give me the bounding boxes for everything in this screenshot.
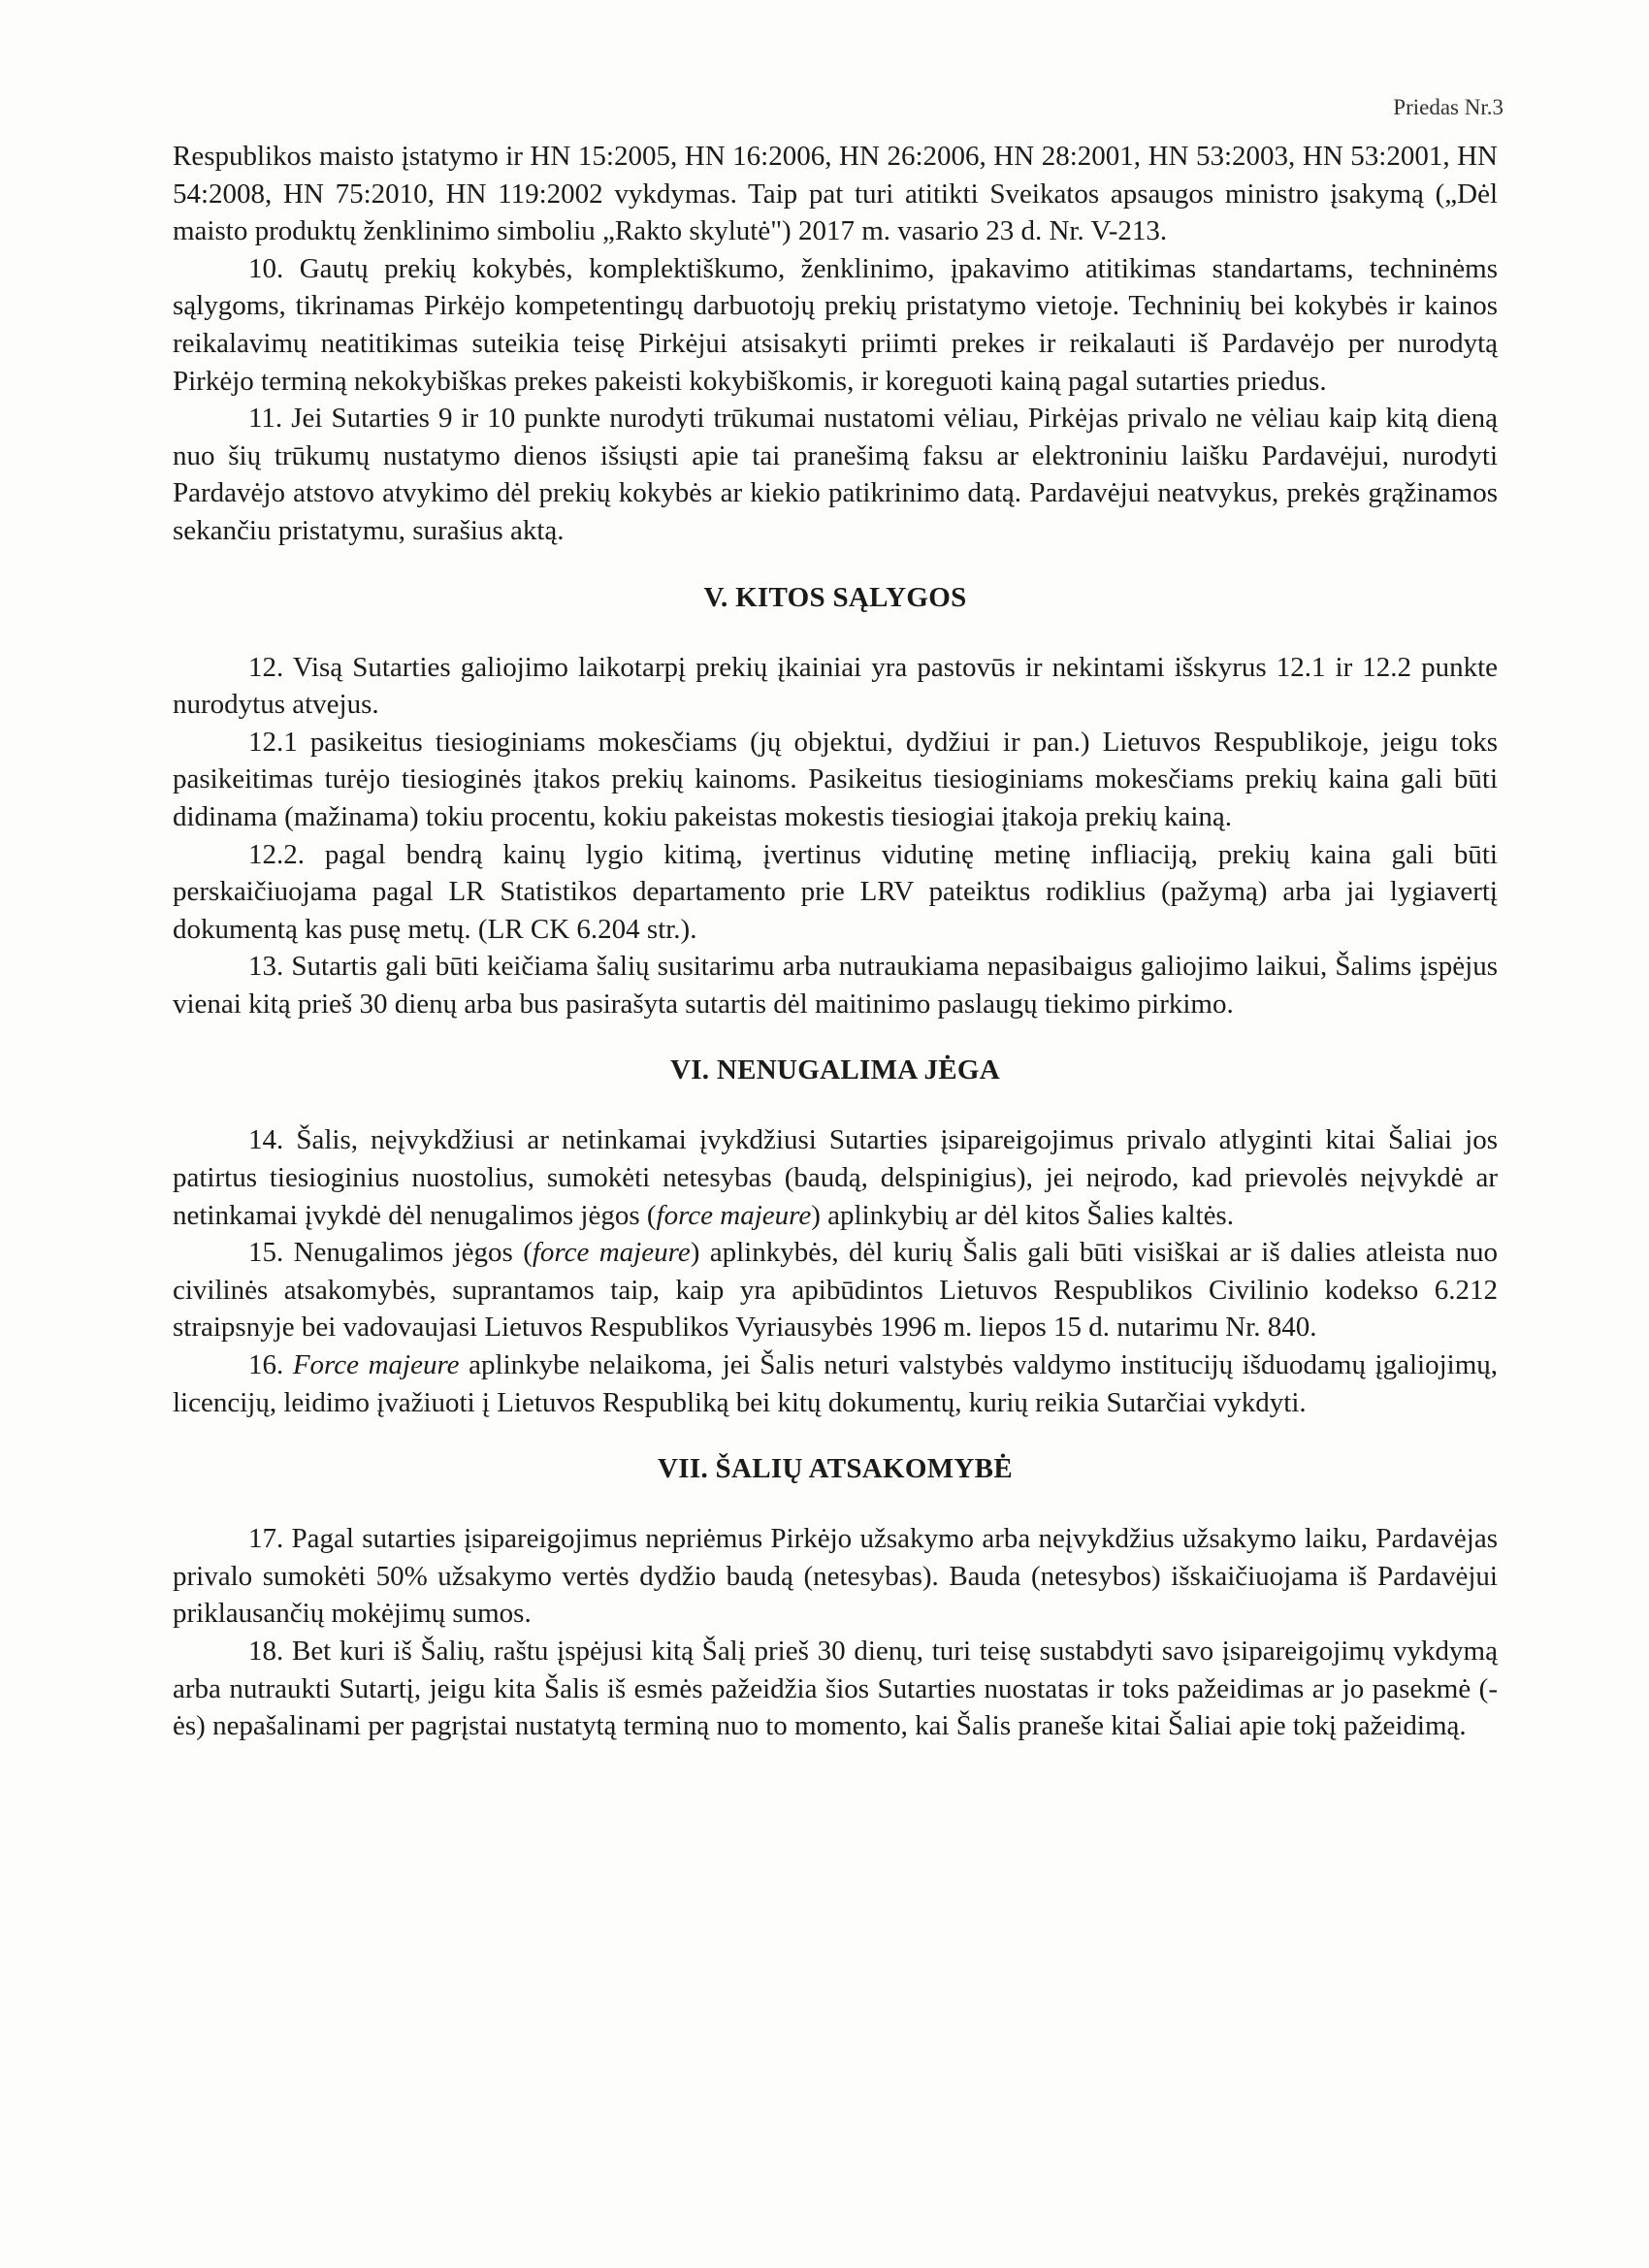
paragraph-15: [173, 1234, 1498, 1346]
paragraph-12: 12. Visą Sutarties galiojimo laikotarpį prekių įkainiai yra pastovūs ir nekintami išskyrus 12.1 ir 12.2 punkte nurodytus atvejus.: [173, 651, 1498, 721]
paragraph-13: 13. Sutartis gali būti keičiama šalių susitarimu arba nutraukiama nepasibaigus galiojimo laikui, Šalims įspėjus vienai kitą prieš 30 dienų arba bus pasirašyta sutartis dėl maitinimo paslaugų tiekimo pirkimo.: [173, 951, 1498, 1020]
paragraph-12-2: 12.2. pagal bendrą kainų lygio kitimą, įvertinus vidutinę metinę infliaciją, prekių kaina gali būti perskaičiuojama pagal LR Statistikos departamento prie LRV pateiktus rodiklius (pažymą) arba jai lygiavertį dokumentą kas pusę metų. (LR CK 6.204 str.).: [173, 838, 1498, 945]
document-body: [173, 138, 1498, 1745]
section-heading-saliu-atsakomybe: VII. ŠALIŲ ATSAKOMYBĖ: [658, 1453, 1013, 1485]
paragraph-continuation: Respublikos maisto įstatymo ir HN 15:2005, HN 16:2006, HN 26:2006, HN 28:2001, HN 53:2003, HN 53:2001, HN 54:2008, HN 75:2010, HN 119:2002 vykdymas. Taip pat turi atitikti Sveikatos apsaugos ministro įsakymą („Dėl maisto produktų ženklinimo simboliu „Rakto skylutė") 2017 m. vasario 23 d. Nr. V-213.: [173, 141, 1498, 247]
section-heading-kitos-salygos: V. KITOS SĄLYGOS: [703, 581, 967, 613]
paragraph-11: 11. Jei Sutarties 9 ir 10 punkte nurodyti trūkumai nustatomi vėliau, Pirkėjas privalo ne vėliau kaip kitą dieną nuo šių trūkumų nustatymo dienos išsiųsti apie tai pranešimą faksu ar elektroniniu laišku Pardavėjui, nurodyti Pardavėjo atstovo atvykimo dėl prekių kokybės ar kiekio patikrinimo datą. Pardavėjui neatvykus, prekės grąžinamos sekančiu pristatymu, surašius aktą.: [173, 403, 1498, 546]
paragraph-14-text-b: ) aplinkybių ar dėl kitos Šalies kaltės.: [811, 1199, 1234, 1231]
paragraph-12-1: 12.1 pasikeitus tiesioginiams mokesčiams (jų objektui, dydžiui ir pan.) Lietuvos Respublikoje, jeigu toks pasikeitimas turėjo tiesioginės įtakos prekių kainoms. Pasikeitus tiesioginiams mokesčiams prekių kaina gali būti didinama (mažinama) tokiu procentu, kokiu pakeistas mokestis tiesiogiai įtakoja prekių kainą.: [173, 726, 1498, 832]
paragraph-15-italic: force majeure: [532, 1237, 691, 1269]
section-heading-nenugalima-jega: VI. NENUGALIMA JĖGA: [669, 1054, 1001, 1086]
paragraph-16-italic: Force majeure: [292, 1349, 460, 1381]
paragraph-18: 18. Bet kuri iš Šalių, raštu įspėjusi kitą Šalį prieš 30 dienų, turi teisę sustabdyti savo įsipareigojimų vykdymą arba nutraukti Sutartį, jeigu kita Šalis iš esmės pažeidžia šios Sutarties nuostatas ir toks pažeidimas ar jo pasekmė (-ės) nepašalinami per pagrįstai nustatytą terminą nuo to momento, kai Šalis praneše kitai Šaliai apie tokį pažeidimą.: [173, 1636, 1498, 1742]
paragraph-14-italic: force majeure: [656, 1199, 812, 1231]
paragraph-15-text-a: 15. Nenugalimos jėgos (: [248, 1237, 533, 1269]
annex-label: Priedas Nr.3: [1393, 95, 1504, 119]
paragraph-10: 10. Gautų prekių kokybės, komplektiškumo, ženklinimo, įpakavimo atitikimas standartams, techninėms sąlygoms, tikrinamas Pirkėjo kompetentingų darbuotojų prekių pristatymo vietoje. Techninių bei kokybės ir kainos reikalavimų neatitikimas suteikia teisę Pirkėjui atsisakyti priimti prekes ir reikalauti iš Pardavėjo per nurodytą Pirkėjo terminą nekokybiškas prekes pakeisti kokybiškomis, ir koreguoti kainą pagal sutarties priedus.: [173, 252, 1498, 397]
paragraph-14-text-a: 14. Šalis, neįvykdžiusi ar netinkamai įvykdžiusi Sutarties įsipareigojimus privalo atlyginti kitai Šaliai jos patirtus tiesioginius nuostolius, sumokėti netesybas (baudą, delspinigius), jei neįrodo, kad prievolės neįvykdė ar netinkamai įvykdė dėl nenugalimos jėgos (: [173, 1124, 1498, 1231]
paragraph-16: [173, 1346, 1498, 1421]
paragraph-15-text-b: ) aplinkybės, dėl kurių Šalis gali būti visiškai ar iš dalies atleista nuo civilinės atsakomybės, suprantamos taip, kaip yra apibūdintos Lietuvos Respublikos Civilinio kodekso 6.212 straipsnyje bei vadovaujasi Lietuvos Respublikos Vyriausybės 1996 m. liepos 15 d. nutarimu Nr. 840.: [173, 1237, 1498, 1344]
paragraph-17: 17. Pagal sutarties įsipareigojimus nepriėmus Pirkėjo užsakymo arba neįvykdžius užsakymo laiku, Pardavėjas privalo sumokėti 50% užsakymo vertės dydžio baudą (netesybas). Bauda (netesybos) išskaičiuojama iš Pardavėjui priklausančių mokėjimų sumos.: [173, 1523, 1498, 1630]
paragraph-14: [173, 1121, 1498, 1234]
paragraph-16-number: 16.: [248, 1349, 293, 1381]
paragraph-16-text-b: aplinkybe nelaikoma, jei Šalis neturi valstybės valdymo institucijų išduodamų įgaliojimų, licencijų, leidimo įvažiuoti į Lietuvos Respubliką bei kitų dokumentų, kurių reikia Sutarčiai vykdyti.: [173, 1349, 1499, 1418]
